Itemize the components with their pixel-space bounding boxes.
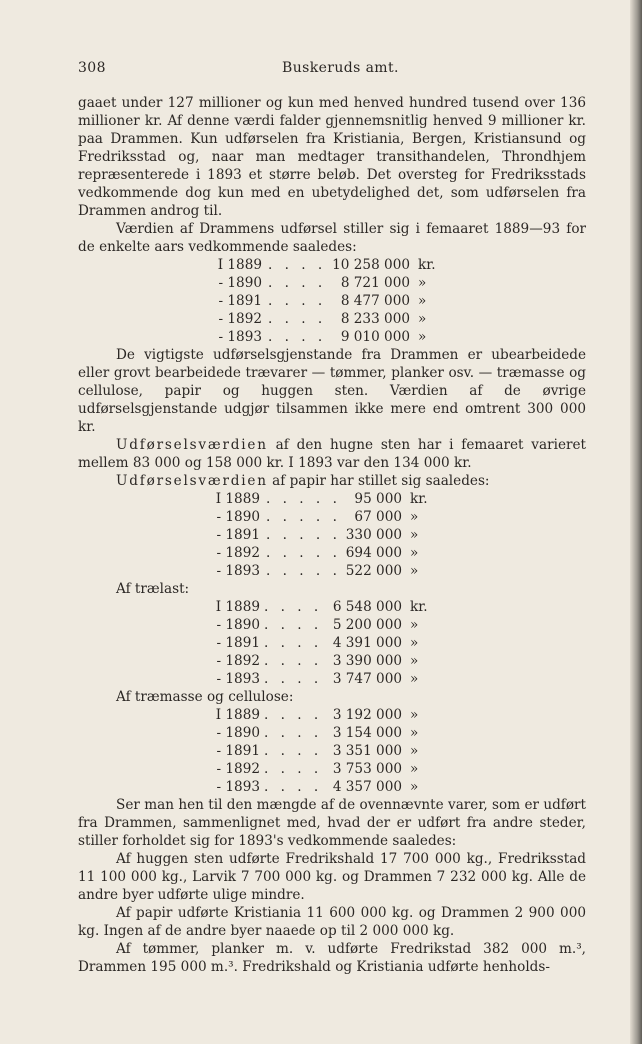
unit-cell: » bbox=[410, 635, 419, 651]
paragraph bbox=[78, 472, 586, 490]
year-cell: I 1889 bbox=[215, 599, 260, 615]
year-cell: - 1891 bbox=[218, 293, 262, 309]
year-cell: I 1889 bbox=[217, 257, 262, 273]
table-row bbox=[78, 562, 586, 580]
leader-dots: . . . . . bbox=[266, 545, 341, 561]
table-row bbox=[78, 634, 586, 652]
unit-cell: » bbox=[410, 563, 419, 579]
value-cell: 67 000 bbox=[354, 509, 402, 525]
year-cell: - 1893 bbox=[216, 563, 260, 579]
leader-dots: . . . . bbox=[268, 329, 327, 345]
value-cell: 10 258 000 bbox=[332, 257, 410, 273]
unit-cell: » bbox=[410, 707, 419, 723]
page-number: 308 bbox=[78, 60, 106, 76]
table-row bbox=[78, 670, 586, 688]
paragraph-text: af den hugne sten har i femaaret varieret mellem 83 000 og 158 000 kr. I 1893 var den 134 000 kr. bbox=[78, 437, 586, 471]
year-cell: - 1892 bbox=[218, 311, 262, 327]
year-cell: I 1889 bbox=[215, 707, 260, 723]
unit-cell: kr. bbox=[418, 257, 436, 273]
unit-cell: » bbox=[418, 329, 427, 345]
unit-cell: » bbox=[410, 779, 419, 795]
unit-cell: » bbox=[410, 761, 419, 777]
value-cell: 3 351 000 bbox=[332, 743, 402, 759]
leader-dots: . . . . bbox=[268, 275, 327, 291]
paragraph: Af tømmer, planker m. v. udførte Fredrikstad 382 000 m.³, Drammen 195 000 m.³. Fredrikshald og Kristiania udførte henholds- bbox=[78, 941, 586, 975]
paragraph: De vigtigste udførselsgjenstande fra Drammen er ubearbeidede eller grovt bearbeidede trævarer — tømmer, planker osv. — træmasse og cellulose, papir og huggen sten. Værdien af de øvrige udførselsgjenstande udgjør tilsammen ikke mere end omtrent 300 000 kr. bbox=[78, 347, 586, 435]
leader-dots: . . . . bbox=[268, 311, 327, 327]
table-row bbox=[78, 742, 586, 760]
paragraph: Af huggen sten udførte Fredrikshald 17 700 000 kg., Fredriksstad 11 100 000 kg., Larvik 7 700 000 kg. og Drammen 7 232 000 kg. Alle de andre byer udførte ulige mindre. bbox=[78, 851, 586, 903]
leader-dots: . . . . . bbox=[266, 509, 341, 525]
year-cell: - 1893 bbox=[216, 779, 260, 795]
table-row bbox=[78, 760, 586, 778]
year-cell: - 1890 bbox=[216, 617, 260, 633]
table-row bbox=[78, 274, 586, 292]
table-row bbox=[78, 778, 586, 796]
unit-cell: » bbox=[410, 509, 419, 525]
year-cell: - 1893 bbox=[218, 329, 262, 345]
value-cell: 95 000 bbox=[354, 491, 402, 507]
table-row bbox=[78, 508, 586, 526]
spaced-term: Udførselsværdien bbox=[116, 437, 268, 453]
value-cell: 522 000 bbox=[345, 563, 402, 579]
year-cell: - 1890 bbox=[218, 275, 262, 291]
table-row bbox=[78, 598, 586, 616]
table-row bbox=[78, 328, 586, 346]
table-subheading: Af træmasse og cellulose: bbox=[116, 689, 294, 705]
value-cell: 3 154 000 bbox=[332, 725, 402, 741]
unit-cell: » bbox=[410, 671, 419, 687]
paragraph: gaaet under 127 millioner og kun med henved hundred tusend over 136 millioner kr. Af denne værdi falder gjennemsnitlig henved 9 millioner kr. paa Drammen. Kun udførselen fra Kristiania, Bergen, Kristiansund og Fredriksstad og, naar man medtager transithandelen, Throndhjem repræsenterede i 1893 et større beløb. Det oversteg for Fredriksstads vedkommende dog kun med en ubetydelighed det, som udførselen fra Drammen androg til. bbox=[78, 95, 586, 219]
unit-cell: » bbox=[410, 527, 419, 543]
unit-cell: kr. bbox=[410, 599, 428, 615]
leader-dots: . . . . bbox=[264, 743, 323, 759]
value-cell: 6 548 000 bbox=[332, 599, 402, 615]
leader-dots: . . . . bbox=[264, 761, 323, 777]
leader-dots: . . . . . bbox=[266, 563, 341, 579]
paragraph: Af papir udførte Kristiania 11 600 000 kg. og Drammen 2 900 000 kg. Ingen af de andre byer naaede op til 2 000 000 kg. bbox=[78, 905, 586, 939]
pulp-export-table bbox=[78, 706, 586, 796]
table-subheading: Af trælast: bbox=[116, 581, 190, 597]
year-cell: - 1891 bbox=[216, 635, 260, 651]
value-cell: 9 010 000 bbox=[340, 329, 410, 345]
value-cell: 8 233 000 bbox=[340, 311, 410, 327]
leader-dots: . . . . bbox=[264, 599, 323, 615]
year-cell: - 1892 bbox=[216, 653, 260, 669]
year-cell: - 1890 bbox=[216, 725, 260, 741]
unit-cell: » bbox=[410, 725, 419, 741]
value-cell: 3 192 000 bbox=[332, 707, 402, 723]
year-cell: I 1889 bbox=[215, 491, 260, 507]
paragraph bbox=[78, 436, 586, 472]
unit-cell: » bbox=[410, 617, 419, 633]
year-cell: - 1891 bbox=[216, 743, 260, 759]
value-cell: 8 477 000 bbox=[340, 293, 410, 309]
year-cell: - 1893 bbox=[216, 671, 260, 687]
value-cell: 3 753 000 bbox=[332, 761, 402, 777]
table-row bbox=[78, 544, 586, 562]
running-head: Buskeruds amt. bbox=[282, 60, 399, 76]
value-cell: 694 000 bbox=[345, 545, 402, 561]
unit-cell: » bbox=[410, 545, 419, 561]
value-cell: 330 000 bbox=[345, 527, 402, 543]
paragraph: Værdien af Drammens udførsel stiller sig i femaaret 1889—93 for de enkelte aars vedkommende saaledes: bbox=[78, 221, 586, 255]
leader-dots: . . . . bbox=[264, 653, 323, 669]
leader-dots: . . . . bbox=[264, 707, 323, 723]
page-edge-shadow bbox=[630, 0, 642, 1044]
unit-cell: kr. bbox=[410, 491, 428, 507]
leader-dots: . . . . bbox=[264, 779, 323, 795]
leader-dots: . . . . bbox=[268, 293, 327, 309]
leader-dots: . . . . bbox=[268, 257, 327, 273]
table-row bbox=[78, 310, 586, 328]
table-row bbox=[78, 706, 586, 724]
value-cell: 4 357 000 bbox=[332, 779, 402, 795]
unit-cell: » bbox=[418, 311, 427, 327]
value-cell: 3 390 000 bbox=[332, 653, 402, 669]
table-row bbox=[78, 616, 586, 634]
table-row bbox=[78, 526, 586, 544]
leader-dots: . . . . bbox=[264, 617, 323, 633]
value-cell: 8 721 000 bbox=[340, 275, 410, 291]
value-cell: 4 391 000 bbox=[332, 635, 402, 651]
unit-cell: » bbox=[410, 743, 419, 759]
year-cell: - 1892 bbox=[216, 761, 260, 777]
leader-dots: . . . . bbox=[264, 671, 323, 687]
unit-cell: » bbox=[418, 275, 427, 291]
timber-export-table bbox=[78, 598, 586, 688]
value-cell: 3 747 000 bbox=[332, 671, 402, 687]
year-cell: - 1891 bbox=[216, 527, 260, 543]
spaced-term: Udførselsværdien bbox=[116, 473, 268, 489]
value-cell: 5 200 000 bbox=[332, 617, 402, 633]
leader-dots: . . . . . bbox=[266, 527, 341, 543]
table-row bbox=[78, 652, 586, 670]
table-row bbox=[78, 292, 586, 310]
export-value-table bbox=[78, 256, 586, 346]
page-body bbox=[78, 94, 586, 976]
paragraph-text: af papir har stillet sig saaledes: bbox=[267, 473, 490, 489]
paper-export-table bbox=[78, 490, 586, 580]
year-cell: - 1892 bbox=[216, 545, 260, 561]
paragraph: Ser man hen til den mængde af de ovennævnte varer, som er udført fra Drammen, sammenlignet med, hvad der er udført fra andre steder, stiller forholdet sig for 1893's vedkommende saaledes: bbox=[78, 797, 586, 849]
table-row bbox=[78, 256, 586, 274]
leader-dots: . . . . bbox=[264, 725, 323, 741]
leader-dots: . . . . bbox=[264, 635, 323, 651]
leader-dots: . . . . . bbox=[266, 491, 341, 507]
unit-cell: » bbox=[418, 293, 427, 309]
table-row bbox=[78, 724, 586, 742]
table-row bbox=[78, 490, 586, 508]
unit-cell: » bbox=[410, 653, 419, 669]
year-cell: - 1890 bbox=[216, 509, 260, 525]
